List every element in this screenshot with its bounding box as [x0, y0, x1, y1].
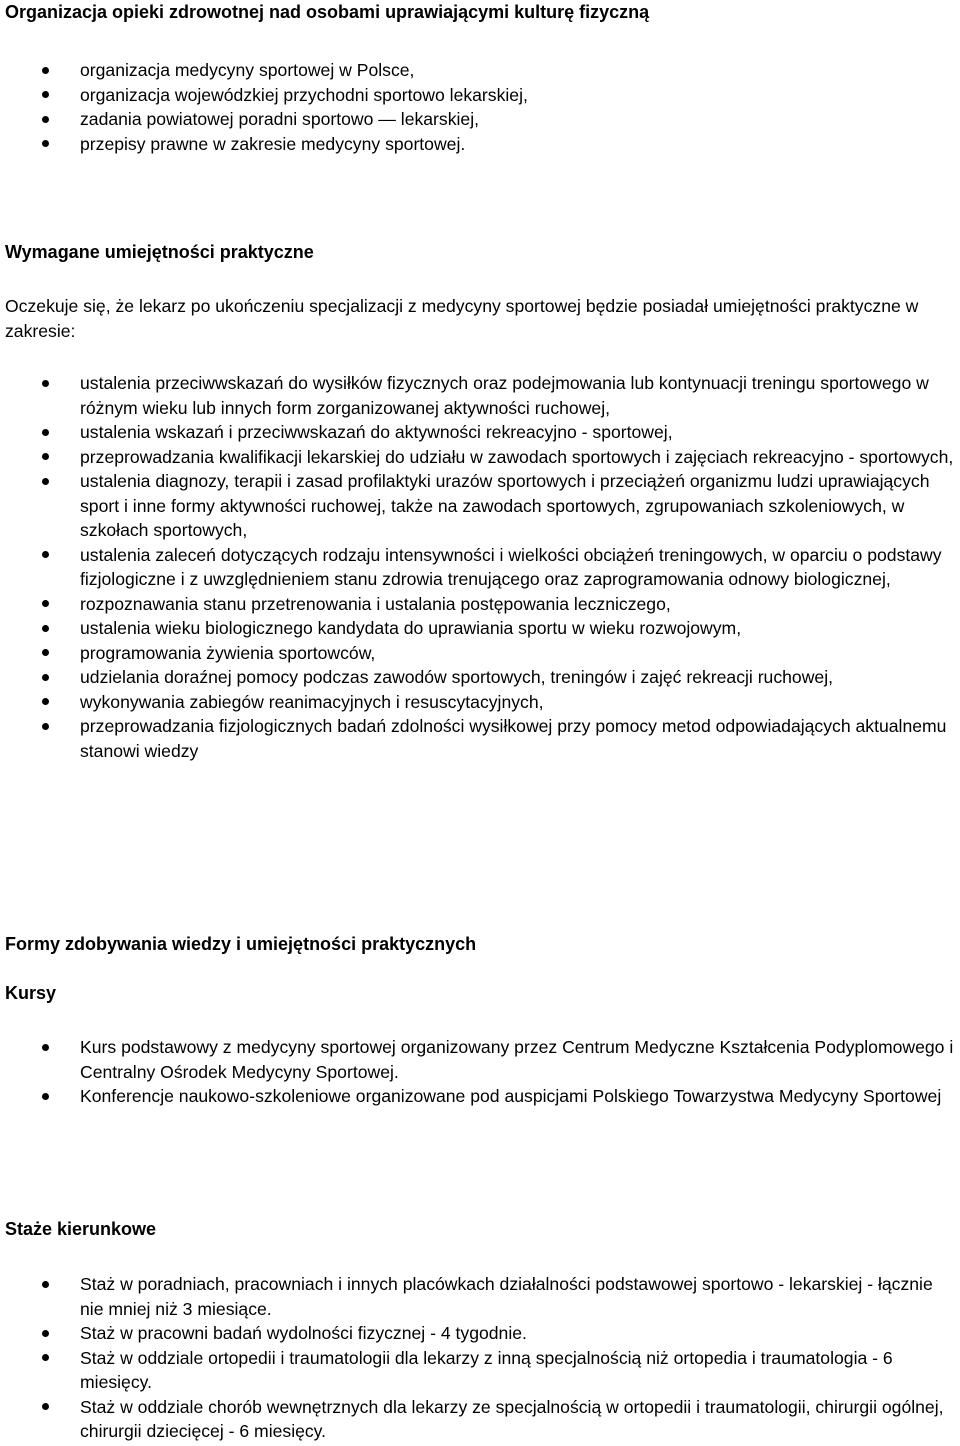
list-item: Staż w oddziale chorób wewnętrznych dla lekarzy ze specjalnością w ortopedii i traumatologii, chirurgii ogólnej, chirurgii dziecięcej - 6 miesięcy.	[0, 1395, 960, 1444]
list-item: ustalenia wskazań i przeciwwskazań do aktywności rekreacyjno - sportowej,	[0, 420, 960, 445]
list-kursy	[0, 1035, 960, 1109]
list-item: Staż w oddziale ortopedii i traumatologii dla lekarzy z inną specjalnością niż ortopedia i traumatologia - 6 miesięcy.	[0, 1346, 960, 1395]
list-item: przepisy prawne w zakresie medycyny sportowej.	[0, 132, 960, 157]
subsection-title-kursy: Kursy	[5, 983, 57, 1003]
list-staze	[0, 1272, 960, 1444]
list-item: zadania powiatowej poradni sportowo — lekarskiej,	[0, 107, 960, 132]
list-item: Staż w poradniach, pracowniach i innych placówkach działalności podstawowej sportowo - lekarskiej - łącznie nie mniej niż 3 miesiące.	[0, 1272, 960, 1321]
list-umiejetnosci	[0, 371, 960, 763]
section-title-organizacja: Organizacja opieki zdrowotnej nad osobami uprawiającymi kulturę fizyczną	[5, 2, 650, 22]
list-item: przeprowadzania kwalifikacji lekarskiej do udziału w zawodach sportowych i zajęciach rekreacyjno - sportowych,	[0, 445, 960, 470]
list-item: wykonywania zabiegów reanimacyjnych i resuscytacyjnych,	[0, 690, 960, 715]
list-item: udzielania doraźnej pomocy podczas zawodów sportowych, treningów i zajęć rekreacji ruchowej,	[0, 665, 960, 690]
section-title-umiejetnosci: Wymagane umiejętności praktyczne	[5, 242, 314, 262]
list-organizacja	[0, 58, 960, 156]
section-title-formy: Formy zdobywania wiedzy i umiejętności praktycznych	[5, 934, 477, 954]
list-item: Kurs podstawowy z medycyny sportowej organizowany przez Centrum Medyczne Kształcenia Podyplomowego i Centralny Ośrodek Medycyny Sportowej.	[0, 1035, 960, 1084]
list-item: organizacja medycyny sportowej w Polsce,	[0, 58, 960, 83]
list-item: Konferencje naukowo-szkoleniowe organizowane pod auspicjami Polskiego Towarzystwa Medycyny Sportowej	[0, 1084, 960, 1109]
list-item: ustalenia zaleceń dotyczących rodzaju intensywności i wielkości obciążeń treningowych, w oparciu o podstawy fizjologiczne i z uwzględnieniem stanu zdrowia trenującego oraz zaprogramowania odnowy biologicznej,	[0, 543, 960, 592]
list-item: rozpoznawania stanu przetrenowania i ustalania postępowania leczniczego,	[0, 592, 960, 617]
list-item: ustalenia wieku biologicznego kandydata do uprawiania sportu w wieku rozwojowym,	[0, 616, 960, 641]
section-intro: Oczekuje się, że lekarz po ukończeniu specjalizacji z medycyny sportowej będzie posiadał umiejętności praktyczne w zakresie:	[5, 296, 919, 341]
list-item: organizacja wojewódzkiej przychodni sportowo lekarskiej,	[0, 83, 960, 108]
list-item: przeprowadzania fizjologicznych badań zdolności wysiłkowej przy pomocy metod odpowiadających aktualnemu stanowi wiedzy	[0, 714, 960, 763]
section-title-staze: Staże kierunkowe	[5, 1219, 157, 1239]
list-item: programowania żywienia sportowców,	[0, 641, 960, 666]
list-item: ustalenia diagnozy, terapii i zasad profilaktyki urazów sportowych i przeciążeń organizmu ludzi uprawiających sport i inne formy aktywności ruchowej, także na zawodach sportowych, zgrupowaniach szkoleniowych, w szkołach sportowych,	[0, 469, 960, 543]
list-item: Staż w pracowni badań wydolności fizycznej - 4 tygodnie.	[0, 1321, 960, 1346]
list-item: ustalenia przeciwwskazań do wysiłków fizycznych oraz podejmowania lub kontynuacji treningu sportowego w różnym wieku lub innych form zorganizowanej aktywności ruchowej,	[0, 371, 960, 420]
